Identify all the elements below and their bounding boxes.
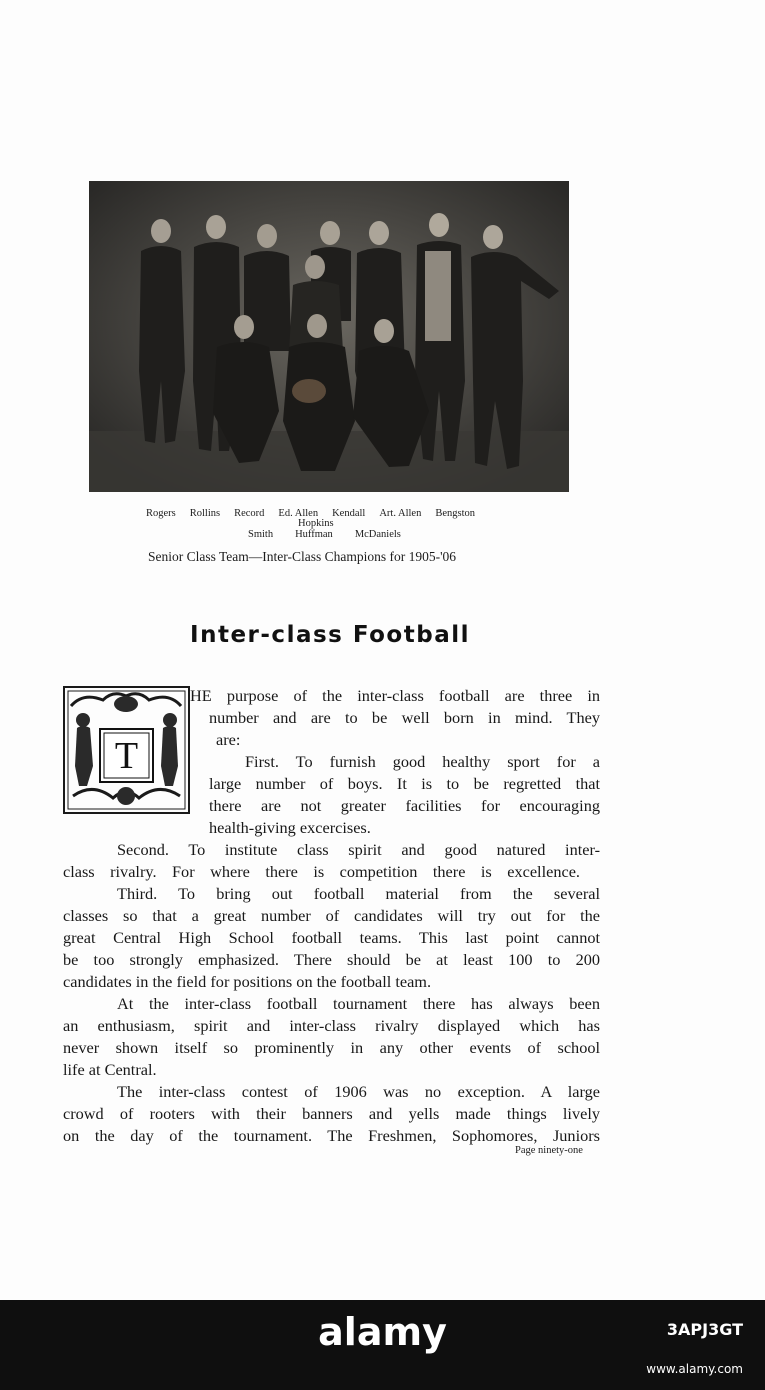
roster-front-row [248, 529, 401, 541]
roster-name: McDaniels [354, 529, 401, 540]
roster-name: Rogers [146, 508, 176, 519]
roster-name: Ed. Allen [278, 508, 319, 519]
body-line: candidates in the field for positions on the football team. [63, 972, 432, 991]
team-photo-figures [89, 181, 569, 492]
ornamental-drop-cap [63, 686, 190, 814]
body-line: At the inter-class football tournament there has always been [117, 994, 600, 1013]
body-line: on the day of the tournament. The Freshmen, Sophomores, Juniors [63, 1126, 600, 1145]
roster-name: Art. Allen [379, 508, 422, 519]
body-line: be too strongly emphasized. There should be at least 100 to 200 [63, 950, 600, 969]
page-title: Inter-class Football [190, 622, 470, 648]
body-line: are: [216, 730, 241, 749]
drop-cap-ornament-icon [63, 686, 190, 814]
image-id: 3APJ3GT [666, 1320, 743, 1339]
roster-name: Kendall [332, 508, 366, 519]
roster-name: Smith [248, 529, 274, 540]
page-number: Page ninety-one [515, 1145, 583, 1156]
alamy-logo: alamy [318, 1310, 447, 1354]
roster-name: Huffman [295, 529, 333, 540]
roster-name: Bengston [435, 508, 476, 519]
body-line: number and are to be well born in mind. They [209, 708, 600, 727]
roster-name: Hopkins [298, 518, 334, 529]
body-line: great Central High School football teams. This last point cannot [63, 928, 600, 947]
body-line: an enthusiasm, spirit and inter-class rivalry displayed which has [63, 1016, 600, 1035]
body-line: The inter-class contest of 1906 was no exception. A large [117, 1082, 600, 1101]
body-line: class rivalry. For where there is competition there is excellence. [63, 862, 580, 881]
body-line: Third. To bring out football material from the several [117, 884, 600, 903]
photo-caption: Senior Class Team—Inter-Class Champions for 1905-'06 [148, 549, 457, 564]
body-line: crowd of rooters with their banners and yells made things lively [63, 1104, 600, 1123]
body-line: Second. To institute class spirit and good natured inter- [117, 840, 600, 859]
body-line: health-giving excercises. [209, 818, 371, 837]
watermark-url: www.alamy.com [646, 1362, 743, 1376]
roster-name: Rollins [189, 508, 221, 519]
drop-cap-letter: T [114, 735, 139, 777]
body-line: there are not greater facilities for encouraging [209, 796, 600, 815]
body-line: never shown itself so prominently in any other events of school [63, 1038, 600, 1057]
body-line: HE purpose of the inter-class football are three in [190, 686, 600, 705]
body-line: life at Central. [63, 1060, 157, 1079]
body-line: large number of boys. It is to be regretted that [209, 774, 600, 793]
roster-name: Record [234, 508, 265, 519]
team-photo [89, 181, 569, 492]
body-line: First. To furnish good healthy sport for a [245, 752, 600, 771]
body-line: classes so that a great number of candidates will try out for the [63, 906, 600, 925]
